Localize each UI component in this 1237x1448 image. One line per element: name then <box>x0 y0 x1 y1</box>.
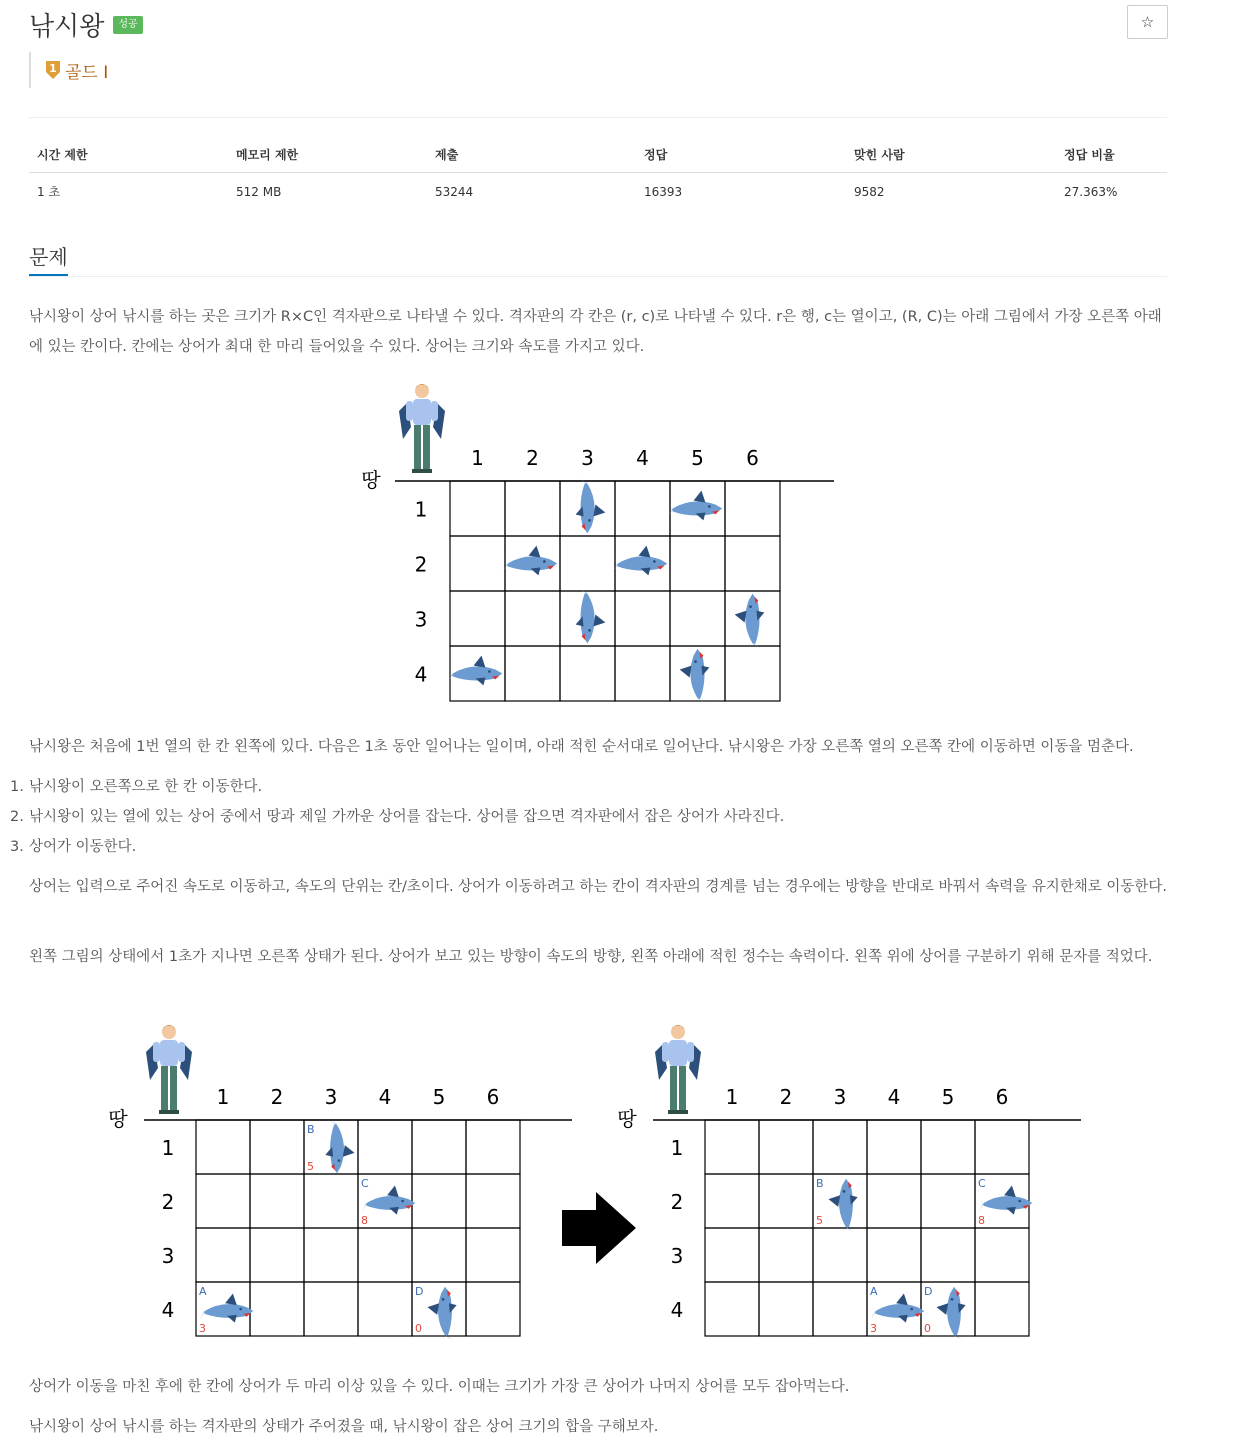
grid-cell <box>412 1228 466 1282</box>
shark-letter-label: B <box>307 1123 315 1136</box>
shark-speed-label: 0 <box>415 1322 422 1335</box>
grid-cell <box>867 1120 921 1174</box>
list-number: 3. <box>10 839 24 855</box>
grid-cell <box>615 481 670 536</box>
grid-cell <box>759 1228 813 1282</box>
list-item <box>10 802 785 832</box>
grid-cell <box>250 1228 304 1282</box>
grid-cell <box>921 1120 975 1174</box>
tier-label[interactable]: 골드 I <box>65 62 109 83</box>
grid-cell <box>705 1228 759 1282</box>
grid-cell <box>705 1174 759 1228</box>
grid-cell <box>759 1120 813 1174</box>
ground-label: 땅 <box>108 1107 128 1131</box>
grid-cell <box>921 1174 975 1228</box>
info-value: 53244 <box>435 184 474 199</box>
row-number: 3 <box>414 607 428 632</box>
shark-speed-label: 5 <box>307 1160 314 1173</box>
list-item <box>10 832 784 862</box>
grid-cell <box>921 1228 975 1282</box>
grid-cell <box>725 481 780 536</box>
grid-cell <box>975 1282 1029 1336</box>
row-number: 4 <box>414 662 428 687</box>
grid-cell <box>196 1174 250 1228</box>
grid-cell <box>615 646 670 701</box>
shark-letter-label: A <box>870 1285 878 1298</box>
list-item <box>10 772 784 802</box>
grid-cell <box>705 1282 759 1336</box>
info-header-row <box>29 140 1167 173</box>
page-title: 낚시왕 <box>29 12 105 42</box>
grid-cell <box>813 1120 867 1174</box>
grid-cell <box>250 1282 304 1336</box>
problem-header <box>29 6 143 43</box>
grid-cell <box>505 481 560 536</box>
grid-cell <box>813 1228 867 1282</box>
favorite-star-button[interactable]: ☆ <box>1127 5 1168 39</box>
shark-speed-label: 5 <box>816 1214 823 1227</box>
grid-cell <box>196 1120 250 1174</box>
grid-cell <box>975 1120 1029 1174</box>
column-number: 5 <box>432 1085 446 1109</box>
shark-icon <box>829 1179 858 1232</box>
info-header: 시간 제한 <box>29 140 228 173</box>
divider <box>29 117 1167 118</box>
grid-cell <box>560 646 615 701</box>
problem-info-table <box>29 140 1167 206</box>
tier-box <box>29 52 108 88</box>
info-header: 제출 <box>427 140 636 173</box>
shark-icon <box>428 1287 457 1340</box>
column-number: 4 <box>887 1085 901 1109</box>
grid-cell <box>867 1174 921 1228</box>
shark-letter-label: C <box>361 1177 369 1190</box>
column-number: 4 <box>636 446 649 470</box>
row-number: 2 <box>414 552 428 577</box>
figure-grid-after <box>609 1018 1089 1343</box>
grid-cell <box>466 1282 520 1336</box>
list-number: 2. <box>10 809 24 825</box>
grid-cell <box>412 1120 466 1174</box>
shark-icon <box>576 479 606 533</box>
row-number: 3 <box>161 1244 175 1268</box>
grid-cell <box>304 1174 358 1228</box>
problem-paragraph: 상어는 입력으로 주어진 속도로 이동하고, 속도의 단위는 칸/초이다. 상어가 이동하려고 하는 칸이 격자판의 경계를 넘는 경우에는 방향을 반대로 바꿔서 속력을 유지한채로 이동한다. <box>29 879 1168 895</box>
row-number: 1 <box>161 1136 175 1160</box>
step-list <box>10 772 785 862</box>
column-number: 1 <box>471 446 484 470</box>
grid-cell <box>358 1282 412 1336</box>
shark-speed-label: 8 <box>978 1214 985 1227</box>
column-number: 6 <box>746 446 759 470</box>
tier-level: 1 <box>49 62 57 75</box>
column-number: 3 <box>581 446 594 470</box>
problem-paragraph: 왼쪽 그림의 상태에서 1초가 지나면 오른쪽 상태가 된다. 상어가 보고 있는 방향이 속도의 방향, 왼쪽 아래에 적힌 정수는 속력이다. 왼쪽 위에 상어를 구분하기 위해 문자를 적었다. <box>29 949 1153 965</box>
shark-icon <box>200 1294 253 1323</box>
fisherman-icon <box>146 1025 192 1114</box>
shark-icon <box>668 491 722 521</box>
shark-icon <box>448 656 502 686</box>
grid-cell <box>505 646 560 701</box>
shark-icon <box>735 594 765 648</box>
shark-speed-label: 3 <box>870 1322 877 1335</box>
column-number: 3 <box>324 1085 338 1109</box>
shark-icon <box>503 546 557 576</box>
grid-cell <box>304 1282 358 1336</box>
info-value: 9582 <box>854 184 885 199</box>
shark-letter-label: D <box>415 1285 424 1298</box>
grid-cell <box>670 591 725 646</box>
grid-cell <box>705 1120 759 1174</box>
grid-cell <box>813 1282 867 1336</box>
row-number: 1 <box>414 497 428 522</box>
column-number: 4 <box>378 1085 392 1109</box>
info-header: 정답 비율 <box>1056 140 1167 173</box>
ground-label: 땅 <box>617 1107 637 1131</box>
shark-icon <box>871 1294 924 1323</box>
shark-icon <box>613 546 667 576</box>
shark-speed-label: 3 <box>199 1322 206 1335</box>
step-text: 낚시왕이 오른쪽으로 한 칸 이동한다. <box>29 779 263 795</box>
shark-letter-label: C <box>978 1177 986 1190</box>
row-number: 3 <box>670 1244 684 1268</box>
column-number: 2 <box>270 1085 284 1109</box>
status-badge: 성공 <box>113 16 142 34</box>
grid-cell <box>725 536 780 591</box>
column-number: 1 <box>725 1085 739 1109</box>
column-number: 5 <box>691 446 704 470</box>
grid-cell <box>196 1228 250 1282</box>
shark-icon <box>979 1186 1032 1215</box>
grid-cell <box>975 1228 1029 1282</box>
fisherman-icon <box>399 384 445 473</box>
column-number: 6 <box>486 1085 500 1109</box>
grid-cell <box>250 1174 304 1228</box>
grid-cell <box>670 536 725 591</box>
grid-cell <box>867 1228 921 1282</box>
row-number: 2 <box>670 1190 684 1214</box>
step-text: 상어가 이동한다. <box>29 839 137 855</box>
shark-icon <box>680 649 710 703</box>
grid-cell <box>560 536 615 591</box>
step-text: 낚시왕이 있는 열에 있는 상어 중에서 땅과 제일 가까운 상어를 잡는다. 상어를 잡으면 격자판에서 잡은 상어가 사라진다. <box>29 809 785 825</box>
problem-paragraph: 낚시왕이 상어 낚시를 하는 곳은 크기가 R×C인 격자판으로 나타낼 수 있다. 격자판의 각 칸은 (r, c)로 나타낼 수 있다. r은 행, c는 열이고, (R, C)는 아래 그림에서 가장 오른쪽 아래에 있는 칸이다. 칸에는 상어가 최대 한 마리 들어있을 수 있다. 상어는 크기와 속도를 가지고 있다. <box>29 309 1162 355</box>
problem-paragraph: 상어가 이동을 마친 후에 한 칸에 상어가 두 마리 이상 있을 수 있다. 이때는 크기가 가장 큰 상어가 나머지 상어를 모두 잡아먹는다. <box>29 1379 850 1395</box>
figure-grid-initial <box>355 378 840 708</box>
shark-speed-label: 0 <box>924 1322 931 1335</box>
fisherman-icon <box>655 1025 701 1114</box>
info-value: 512 MB <box>236 184 282 199</box>
list-number: 1. <box>10 779 24 795</box>
grid-cell <box>250 1120 304 1174</box>
tier-medal-icon <box>45 60 61 80</box>
grid-cell <box>450 481 505 536</box>
divider <box>29 276 1167 277</box>
grid-cell <box>304 1228 358 1282</box>
shark-letter-label: D <box>924 1285 933 1298</box>
info-header: 맞힌 사람 <box>846 140 1056 173</box>
shark-icon <box>362 1186 415 1215</box>
column-number: 2 <box>779 1085 793 1109</box>
grid-cell <box>466 1120 520 1174</box>
info-value: 16393 <box>644 184 683 199</box>
row-number: 4 <box>161 1298 175 1322</box>
grid-cell <box>615 591 670 646</box>
problem-paragraph: 낚시왕이 상어 낚시를 하는 격자판의 상태가 주어졌을 때, 낚시왕이 잡은 상어 크기의 합을 구해보자. <box>29 1419 659 1435</box>
grid-cell <box>450 591 505 646</box>
shark-icon <box>325 1120 354 1173</box>
column-number: 2 <box>526 446 539 470</box>
figure-grid-before <box>100 1018 580 1343</box>
info-value: 27.363% <box>1064 184 1118 199</box>
section-title: 문제 <box>29 245 68 269</box>
column-number: 3 <box>833 1085 847 1109</box>
shark-icon <box>937 1287 966 1340</box>
info-header: 정답 <box>636 140 846 173</box>
grid-cell <box>505 591 560 646</box>
grid-cell <box>725 646 780 701</box>
row-number: 1 <box>670 1136 684 1160</box>
ground-label: 땅 <box>361 468 381 492</box>
row-number: 4 <box>670 1298 684 1322</box>
column-number: 6 <box>995 1085 1009 1109</box>
info-value: 1 초 <box>37 185 61 199</box>
row-number: 2 <box>161 1190 175 1214</box>
problem-paragraph: 낚시왕은 처음에 1번 열의 한 칸 왼쪽에 있다. 다음은 1초 동안 일어나는 일이며, 아래 적힌 순서대로 일어난다. 낚시왕은 가장 오른쪽 열의 오른쪽 칸에 이동하면 이동을 멈춘다. <box>29 739 1134 755</box>
grid-cell <box>759 1174 813 1228</box>
grid-cell <box>450 536 505 591</box>
grid-cell <box>358 1228 412 1282</box>
grid-cell <box>466 1174 520 1228</box>
column-number: 5 <box>941 1085 955 1109</box>
grid-cell <box>358 1120 412 1174</box>
info-value-row <box>29 173 1167 207</box>
grid-cell <box>412 1174 466 1228</box>
grid-cell <box>466 1228 520 1282</box>
shark-letter-label: B <box>816 1177 824 1190</box>
shark-speed-label: 8 <box>361 1214 368 1227</box>
shark-letter-label: A <box>199 1285 207 1298</box>
column-number: 1 <box>216 1085 230 1109</box>
info-header: 메모리 제한 <box>228 140 427 173</box>
grid-cell <box>759 1282 813 1336</box>
shark-icon <box>576 589 606 643</box>
